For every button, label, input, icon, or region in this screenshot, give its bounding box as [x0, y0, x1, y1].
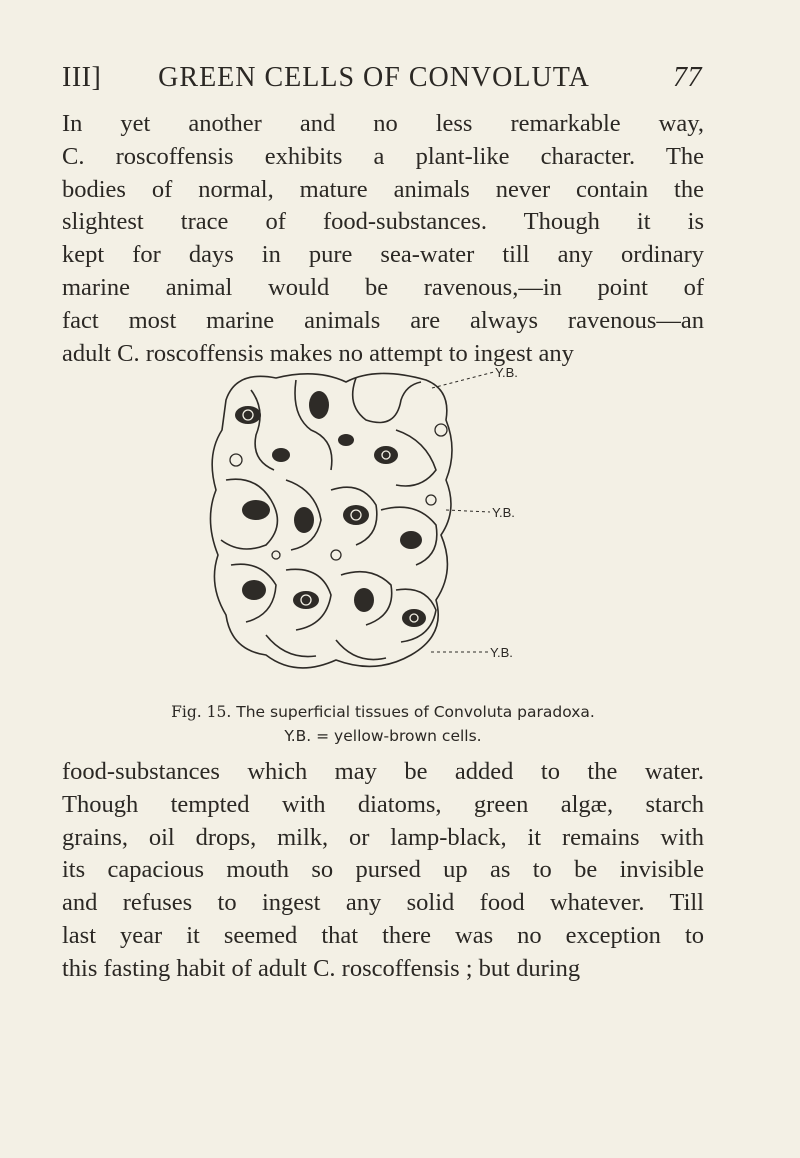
chapter-number: III] [62, 62, 102, 93]
text-line: marine animal would be ravenous,—in point of [62, 273, 704, 301]
figure-number: Fig. 15. [171, 703, 232, 721]
figure-key: Y.B. = yellow-brown cells. [284, 727, 482, 745]
figure-caption-text: The superficial tissues of Convoluta paradoxa. [236, 703, 595, 721]
tissue-illustration [196, 360, 536, 690]
text-line: adult C. roscoffensis makes no attempt to ingest any [62, 339, 574, 367]
text-line: and refuses to ingest any solid food whatever. Till [62, 889, 704, 917]
paragraph-2 [62, 756, 704, 986]
text-line: kept for days in pure sea-water till any ordinary [62, 241, 704, 269]
text-line: grains, oil drops, milk, or lamp-black, it remains with [62, 823, 704, 851]
running-head [62, 62, 702, 98]
yb-label-bottom: Y.B. [490, 645, 513, 660]
text-line: food-substances which may be added to the water. [62, 758, 704, 785]
yb-label-middle: Y.B. [492, 505, 515, 520]
yb-label-top: Y.B. [495, 365, 518, 380]
text-line: its capacious mouth so pursed up as to be invisible [62, 856, 704, 884]
page-number: 77 [673, 62, 702, 93]
running-title: GREEN CELLS OF CONVOLUTA [158, 62, 590, 93]
text-line: bodies of normal, mature animals never contain the [62, 175, 704, 203]
text-line: slightest trace of food-substances. Though it is [62, 208, 704, 236]
tissue-drawing [196, 360, 536, 690]
text-line: In yet another and no less remarkable way, [62, 110, 704, 137]
label-leaders [431, 372, 494, 652]
text-line: Though tempted with diatoms, green algæ, starch [62, 790, 704, 818]
text-line: fact most marine animals are always ravenous—an [62, 306, 704, 334]
text-line: this fasting habit of adult C. roscoffensis ; but during [62, 954, 581, 982]
figure-caption [62, 703, 704, 721]
text-line: last year it seemed that there was no exception to [62, 921, 704, 949]
text-line: C. roscoffensis exhibits a plant-like character. The [62, 142, 704, 170]
paragraph-1 [62, 108, 704, 370]
